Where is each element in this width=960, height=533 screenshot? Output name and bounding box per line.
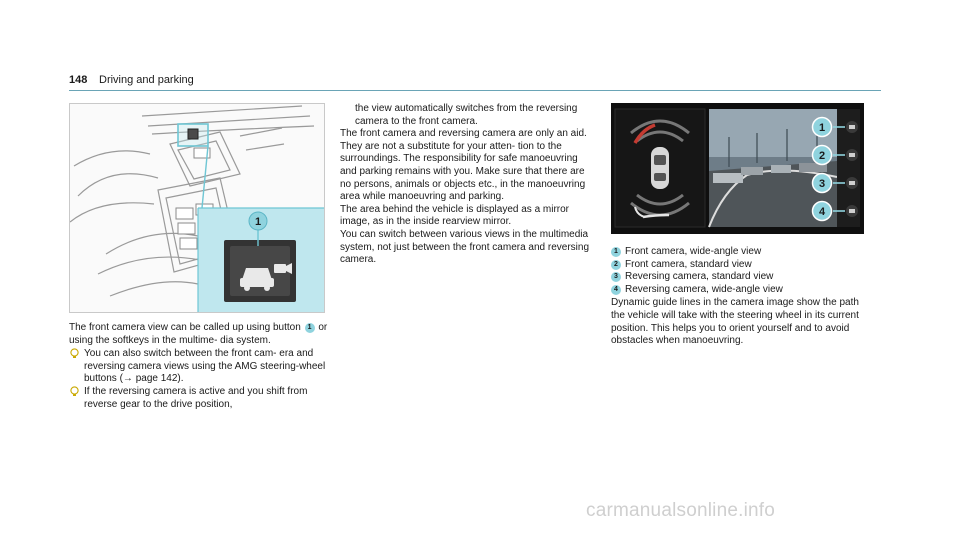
legend-item: 4 Reversing camera, wide-angle view <box>611 284 865 297</box>
callout-badge: 1 <box>611 247 621 257</box>
hint-note: If the reversing camera is active and you shift from reverse gear to the drive position, <box>69 386 331 411</box>
paragraph: You can switch between various views in the multimedia system, not just between the front camera and reversing camera. <box>340 228 590 266</box>
callout-badge: 4 <box>611 285 621 295</box>
button-location-figure <box>69 103 325 313</box>
camera-views-figure <box>611 103 864 234</box>
paragraph: the view automatically switches from the reversing camera to the front camera. <box>355 103 578 127</box>
watermark: carmanualsonline.info <box>586 500 776 521</box>
header-rule <box>69 90 881 91</box>
paragraph: The front camera view can be called up using button 1 or using the softkeys in the multime- dia system. <box>69 322 328 346</box>
callout-2: 2 <box>818 150 826 162</box>
callout-4: 4 <box>818 206 826 218</box>
front-camera-button <box>188 129 198 139</box>
text-column-2 <box>340 103 596 267</box>
lightbulb-icon <box>69 348 80 360</box>
legend-item: 3 Reversing camera, standard view <box>611 271 865 284</box>
legend-item: 2 Front camera, standard view <box>611 259 865 272</box>
paragraph: The area behind the vehicle is displayed as a mirror image, as in the inside rearview mirror. <box>340 203 570 228</box>
section-title: Driving and parking <box>99 74 194 86</box>
cockpit-line-drawing <box>70 104 324 312</box>
callout-3: 3 <box>818 178 826 190</box>
callout-1: 1 <box>254 216 262 228</box>
text-column-1 <box>69 322 331 411</box>
callout-1: 1 <box>818 122 826 134</box>
page-header <box>69 73 881 93</box>
callout-badge: 2 <box>611 260 621 270</box>
car-top-view-icon <box>651 147 669 189</box>
paragraph: The front camera and reversing camera are only an aid. They are not a substitute for your atten- tion to the surroundings. The responsibility for safe manoeuvring and parking remains with you. Make sure that there are no persons, animals or objects etc., in the manoeuvring area while manoeuvring and parking. <box>340 128 587 203</box>
callout-badge: 1 <box>305 323 315 333</box>
lightbulb-icon <box>69 386 80 398</box>
legend-item: 1 Front camera, wide-angle view <box>611 246 865 259</box>
text-column-3 <box>611 246 865 348</box>
callout-badge: 3 <box>611 272 621 282</box>
hint-note: You can also switch between the front cam- era and reversing camera views using the AMG steering-wheel buttons (→ page 142). <box>69 348 331 386</box>
camera-display <box>611 103 864 234</box>
page-number: 148 <box>69 74 88 86</box>
paragraph: Dynamic guide lines in the camera image show the path the vehicle will take with the steering wheel in its current position. This helps you to orient yourself and to avoid obstacles when manoeuvring. <box>611 297 859 347</box>
